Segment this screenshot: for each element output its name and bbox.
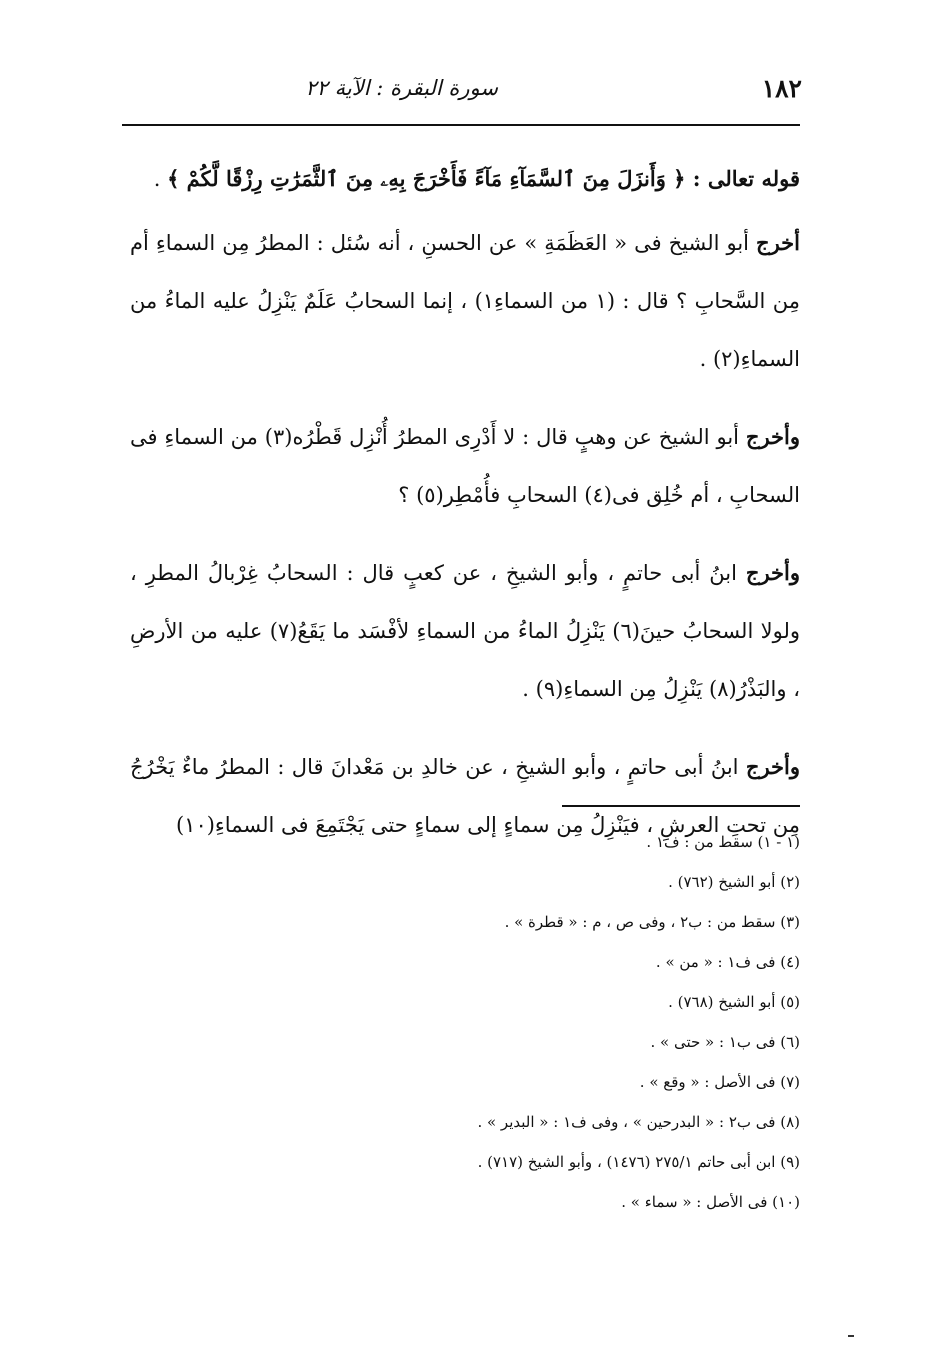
footnote: (٤) فى ف١ : « من » . bbox=[655, 953, 800, 971]
narration-text: أبو الشيخ فى « العَظَمَةِ » عن الحسنِ ، أنه سُئل : المطرُ مِن السماءِ أم مِن السَّحابِ ؟ قال : (١ من السماءِ١) ، إنما السحابُ عَلَمٌ يَنْزِلُ عليه الماءُ من السماءِ(٢) . bbox=[130, 231, 800, 371]
footnote: (٢) أبو الشيخ (٧٦٢) . bbox=[668, 873, 800, 891]
verse-lead: قوله تعالى : bbox=[685, 166, 800, 191]
footnote: (٧) فى الأصل : « وقع » . bbox=[639, 1073, 800, 1091]
narration-lead: أخرج bbox=[756, 230, 800, 255]
narration-lead: وأخرج bbox=[745, 754, 800, 779]
footnote: (٣) سقط من : ب٢ ، وفى ص ، م : « قطرة » . bbox=[504, 913, 800, 931]
footnotes-list bbox=[130, 822, 800, 1222]
narration-paragraph-2 bbox=[130, 408, 800, 524]
narration-paragraph-1 bbox=[130, 214, 800, 388]
narration-text: أبو الشيخ عن وهبٍ قال : لا أَدْرِى المطرُ أُنْزِل قَطْرُه(٣) من السماءِ فى السحابِ ، أم خُلِق فى(٤) السحابِ فأُمْطِر(٥) ؟ bbox=[130, 425, 800, 507]
footnote: (١ - ١) سقط من : ف١ . bbox=[646, 833, 800, 851]
scan-mark bbox=[848, 1335, 854, 1337]
narration-paragraph-3 bbox=[130, 544, 800, 718]
footnote: (١٠) فى الأصل : « سماء » . bbox=[621, 1193, 800, 1211]
verse-paragraph bbox=[130, 150, 800, 208]
running-title: سورة البقرة : الآية ٢٢ bbox=[305, 76, 498, 100]
quran-verse: ﴿ وَأَنزَلَ مِنَ ٱلسَّمَآءِ مَآءً فَأَخْرَجَ بِهِۦ مِنَ ٱلثَّمَرَٰتِ رِزْقًا لَّكُمْ ﴾ bbox=[167, 166, 686, 191]
verse-end: . bbox=[153, 167, 168, 191]
header-rule bbox=[122, 124, 800, 126]
page-header bbox=[125, 70, 810, 110]
footnote: (٥) أبو الشيخ (٧٦٨) . bbox=[668, 993, 800, 1011]
narration-lead: وأخرج bbox=[745, 560, 800, 585]
footnote: (٩) ابن أبى حاتم ٢٧٥/١ (١٤٧٦) ، وأبو الشيخ (٧١٧) . bbox=[477, 1153, 800, 1171]
narration-lead: وأخرج bbox=[745, 424, 800, 449]
footnote: (٦) فى ب١ : « حتى » . bbox=[650, 1033, 800, 1051]
page-number: ١٨٢ bbox=[761, 74, 802, 103]
footnote-rule bbox=[562, 805, 800, 807]
narration-text: ابنُ أبى حاتمٍ ، وأبو الشيخِ ، عن كعبٍ قال : السحابُ غِرْبالُ المطرِ ، ولولا السحابُ حينَ(٦) يَنْزِلُ الماءُ من السماءِ لأفْسَد ما يَقَعُ(٧) عليه من الأرضِ ، والبَذْرُ(٨) يَنْزِلُ مِن السماءِ(٩) . bbox=[130, 561, 801, 701]
narration-text: ابنُ أبى حاتمٍ ، وأبو الشيخِ ، عن خالدِ بن مَعْدانَ قال : المطرُ ماءٌ يَخْرُجُ مِن تحتِ العرشِ ، فيَنْزِلُ مِن سماءٍ إلى سماءٍ حتى يَجْتَمِعَ فى السماءِ(١٠) bbox=[130, 755, 800, 837]
footnote: (٨) فى ب٢ : « البدرحين » ، وفى ف١ : « البدير » . bbox=[477, 1113, 800, 1131]
main-text bbox=[130, 150, 800, 874]
